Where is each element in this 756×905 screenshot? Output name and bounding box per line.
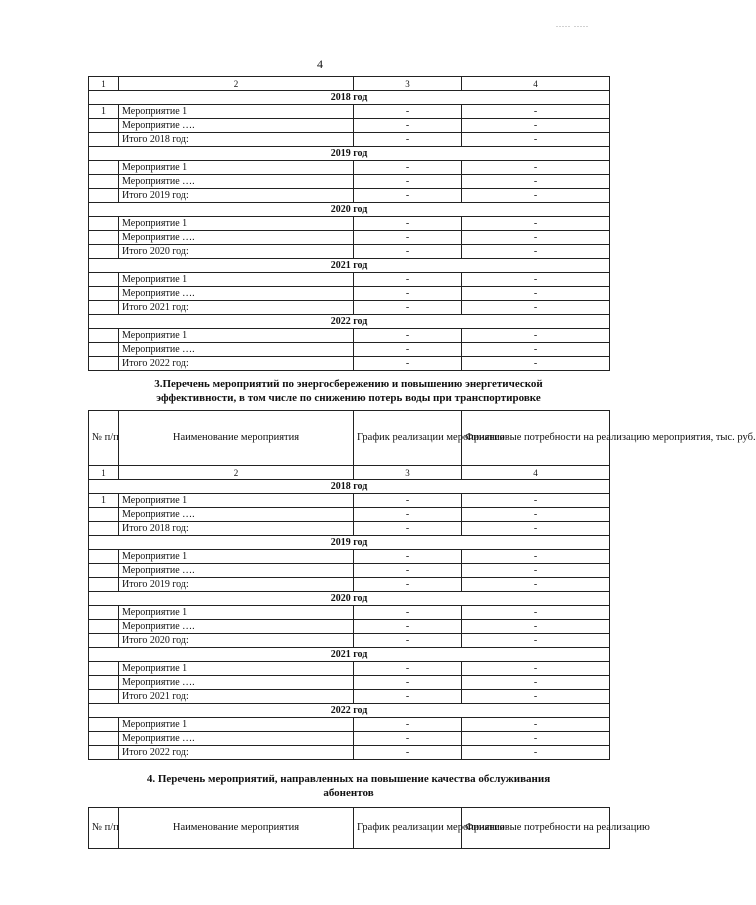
corner-marks: ..... ..... — [556, 20, 589, 29]
row-num — [89, 662, 119, 676]
row-num: 1 — [89, 105, 119, 119]
year-label: 2022 год — [89, 315, 610, 329]
row-finance: - — [462, 357, 610, 371]
section-3-title — [88, 377, 609, 405]
row-num — [89, 620, 119, 634]
row-schedule: - — [354, 175, 462, 189]
row-name: Мероприятие 1 — [119, 550, 354, 564]
row-schedule: - — [354, 161, 462, 175]
row-name: Итого 2022 год: — [119, 357, 354, 371]
row-finance: - — [462, 634, 610, 648]
header-schedule: График реализации мероприятия — [354, 808, 462, 849]
year-row — [89, 315, 610, 329]
table-row — [89, 343, 610, 357]
row-finance: - — [462, 522, 610, 536]
section-4-title — [88, 772, 609, 800]
row-schedule: - — [354, 662, 462, 676]
row-name: Мероприятие 1 — [119, 662, 354, 676]
row-num — [89, 578, 119, 592]
row-schedule: - — [354, 606, 462, 620]
row-finance: - — [462, 564, 610, 578]
table-row — [89, 133, 610, 147]
table-row — [89, 620, 610, 634]
row-finance: - — [462, 217, 610, 231]
row-num — [89, 301, 119, 315]
year-label: 2021 год — [89, 648, 610, 662]
table-header-row — [89, 808, 610, 849]
table-row — [89, 273, 610, 287]
header-name: Наименование мероприятия — [119, 808, 354, 849]
year-label: 2020 год — [89, 592, 610, 606]
header-schedule: График реализации мероприятия — [354, 411, 462, 466]
row-num — [89, 718, 119, 732]
row-name: Мероприятие 1 — [119, 273, 354, 287]
column-number-cell: 1 — [89, 466, 119, 480]
row-name: Мероприятие …. — [119, 175, 354, 189]
row-finance: - — [462, 301, 610, 315]
column-number-cell: 3 — [354, 77, 462, 91]
table-row — [89, 189, 610, 203]
table-row — [89, 564, 610, 578]
year-row — [89, 648, 610, 662]
row-name: Мероприятие 1 — [119, 329, 354, 343]
row-name: Итого 2019 год: — [119, 578, 354, 592]
row-name: Мероприятие 1 — [119, 606, 354, 620]
header-finance: Финансовые потребности на реализацию мероприятия, тыс. руб. — [462, 411, 610, 466]
row-num — [89, 606, 119, 620]
year-row — [89, 480, 610, 494]
row-schedule: - — [354, 119, 462, 133]
row-finance: - — [462, 494, 610, 508]
row-finance: - — [462, 119, 610, 133]
row-finance: - — [462, 550, 610, 564]
year-label: 2019 год — [89, 147, 610, 161]
column-number-row — [89, 77, 610, 91]
column-number-row — [89, 466, 610, 480]
row-name: Мероприятие …. — [119, 564, 354, 578]
page-number: 4 — [317, 57, 323, 71]
year-row — [89, 259, 610, 273]
table-body — [89, 466, 610, 760]
row-num — [89, 287, 119, 301]
year-label: 2022 год — [89, 704, 610, 718]
row-schedule: - — [354, 550, 462, 564]
row-num: 1 — [89, 494, 119, 508]
table-row — [89, 578, 610, 592]
row-name: Мероприятие …. — [119, 119, 354, 133]
row-name: Итого 2021 год: — [119, 690, 354, 704]
table-row — [89, 494, 610, 508]
row-schedule: - — [354, 189, 462, 203]
row-name: Итого 2018 год: — [119, 522, 354, 536]
row-finance: - — [462, 732, 610, 746]
row-name: Итого 2021 год: — [119, 301, 354, 315]
row-finance: - — [462, 662, 610, 676]
row-name: Мероприятие 1 — [119, 494, 354, 508]
row-name: Мероприятие …. — [119, 620, 354, 634]
table-row — [89, 718, 610, 732]
table-row — [89, 301, 610, 315]
table-row — [89, 606, 610, 620]
table-row — [89, 217, 610, 231]
row-name: Мероприятие 1 — [119, 105, 354, 119]
row-name: Мероприятие 1 — [119, 217, 354, 231]
table-row — [89, 690, 610, 704]
row-num — [89, 550, 119, 564]
row-name: Мероприятие 1 — [119, 718, 354, 732]
row-name: Мероприятие …. — [119, 343, 354, 357]
row-schedule: - — [354, 273, 462, 287]
row-finance: - — [462, 133, 610, 147]
year-label: 2018 год — [89, 91, 610, 105]
row-num — [89, 175, 119, 189]
table-row — [89, 550, 610, 564]
row-name: Итого 2020 год: — [119, 634, 354, 648]
table-row — [89, 662, 610, 676]
row-num — [89, 217, 119, 231]
year-row — [89, 592, 610, 606]
table-row — [89, 676, 610, 690]
row-finance: - — [462, 690, 610, 704]
row-num — [89, 357, 119, 371]
row-finance: - — [462, 161, 610, 175]
section-4-title-line2: абонентов — [323, 787, 374, 799]
table-row — [89, 119, 610, 133]
row-num — [89, 508, 119, 522]
row-num — [89, 676, 119, 690]
table-row — [89, 161, 610, 175]
row-name: Итого 2020 год: — [119, 245, 354, 259]
table-header-row — [89, 411, 610, 466]
row-num — [89, 329, 119, 343]
row-schedule: - — [354, 690, 462, 704]
column-number-cell: 2 — [119, 77, 354, 91]
column-number-cell: 4 — [462, 466, 610, 480]
table-row — [89, 105, 610, 119]
table-row — [89, 522, 610, 536]
row-schedule: - — [354, 578, 462, 592]
row-finance: - — [462, 273, 610, 287]
row-name: Мероприятие …. — [119, 732, 354, 746]
energy-saving-events-table — [88, 410, 756, 760]
header-name: Наименование мероприятия — [119, 411, 354, 466]
row-schedule: - — [354, 732, 462, 746]
row-finance: - — [462, 245, 610, 259]
row-schedule: - — [354, 133, 462, 147]
row-schedule: - — [354, 231, 462, 245]
table-row — [89, 329, 610, 343]
row-finance: - — [462, 105, 610, 119]
row-name: Мероприятие …. — [119, 508, 354, 522]
row-num — [89, 690, 119, 704]
table-row — [89, 732, 610, 746]
table-body — [89, 77, 610, 371]
row-schedule: - — [354, 508, 462, 522]
table-row — [89, 746, 610, 760]
row-name: Мероприятие 1 — [119, 161, 354, 175]
row-finance: - — [462, 746, 610, 760]
row-finance: - — [462, 676, 610, 690]
row-schedule: - — [354, 105, 462, 119]
row-name: Мероприятие …. — [119, 676, 354, 690]
column-number-cell: 1 — [89, 77, 119, 91]
column-number-cell: 3 — [354, 466, 462, 480]
section-4-title-line1: 4. Перечень мероприятий, направленных на повышение качества обслуживания — [146, 773, 551, 785]
row-schedule: - — [354, 287, 462, 301]
row-num — [89, 634, 119, 648]
header-num: № п/п — [89, 411, 119, 466]
row-finance: - — [462, 231, 610, 245]
row-schedule: - — [354, 746, 462, 760]
row-schedule: - — [354, 564, 462, 578]
year-row — [89, 91, 610, 105]
row-schedule: - — [354, 245, 462, 259]
table-row — [89, 634, 610, 648]
year-label: 2021 год — [89, 259, 610, 273]
table-row — [89, 245, 610, 259]
row-schedule: - — [354, 494, 462, 508]
table-row — [89, 287, 610, 301]
year-label: 2020 год — [89, 203, 610, 217]
year-row — [89, 147, 610, 161]
service-quality-events-table — [88, 807, 650, 849]
row-num — [89, 189, 119, 203]
table-row — [89, 231, 610, 245]
row-num — [89, 273, 119, 287]
year-row — [89, 704, 610, 718]
row-num — [89, 746, 119, 760]
row-name: Итого 2022 год: — [119, 746, 354, 760]
row-schedule: - — [354, 620, 462, 634]
table-row — [89, 175, 610, 189]
row-finance: - — [462, 578, 610, 592]
table-row — [89, 357, 610, 371]
section-3-title-line2: эффективности, в том числе по снижению потерь воды при транспортировке — [156, 392, 541, 404]
row-finance: - — [462, 175, 610, 189]
year-row — [89, 203, 610, 217]
row-schedule: - — [354, 718, 462, 732]
row-schedule: - — [354, 217, 462, 231]
column-number-cell: 2 — [119, 466, 354, 480]
row-schedule: - — [354, 522, 462, 536]
row-finance: - — [462, 718, 610, 732]
row-finance: - — [462, 343, 610, 357]
year-row — [89, 536, 610, 550]
table-row — [89, 508, 610, 522]
row-num — [89, 161, 119, 175]
row-finance: - — [462, 606, 610, 620]
row-schedule: - — [354, 343, 462, 357]
row-schedule: - — [354, 634, 462, 648]
row-name: Итого 2018 год: — [119, 133, 354, 147]
row-finance: - — [462, 189, 610, 203]
header-num: № п/п — [89, 808, 119, 849]
section-3-title-line1: 3.Перечень мероприятий по энергосбережению и повышению энергетической — [154, 378, 543, 390]
row-finance: - — [462, 329, 610, 343]
row-schedule: - — [354, 357, 462, 371]
column-number-cell: 4 — [462, 77, 610, 91]
row-finance: - — [462, 620, 610, 634]
row-num — [89, 522, 119, 536]
row-finance: - — [462, 508, 610, 522]
row-num — [89, 245, 119, 259]
row-num — [89, 343, 119, 357]
row-name: Мероприятие …. — [119, 231, 354, 245]
year-label: 2018 год — [89, 480, 610, 494]
row-num — [89, 133, 119, 147]
row-name: Итого 2019 год: — [119, 189, 354, 203]
year-label: 2019 год — [89, 536, 610, 550]
events-table-continued — [88, 76, 610, 371]
header-finance: Финансовые потребности на реализацию — [462, 808, 610, 849]
row-schedule: - — [354, 301, 462, 315]
row-name: Мероприятие …. — [119, 287, 354, 301]
row-finance: - — [462, 287, 610, 301]
row-schedule: - — [354, 329, 462, 343]
row-num — [89, 564, 119, 578]
row-schedule: - — [354, 676, 462, 690]
row-num — [89, 231, 119, 245]
row-num — [89, 732, 119, 746]
row-num — [89, 119, 119, 133]
